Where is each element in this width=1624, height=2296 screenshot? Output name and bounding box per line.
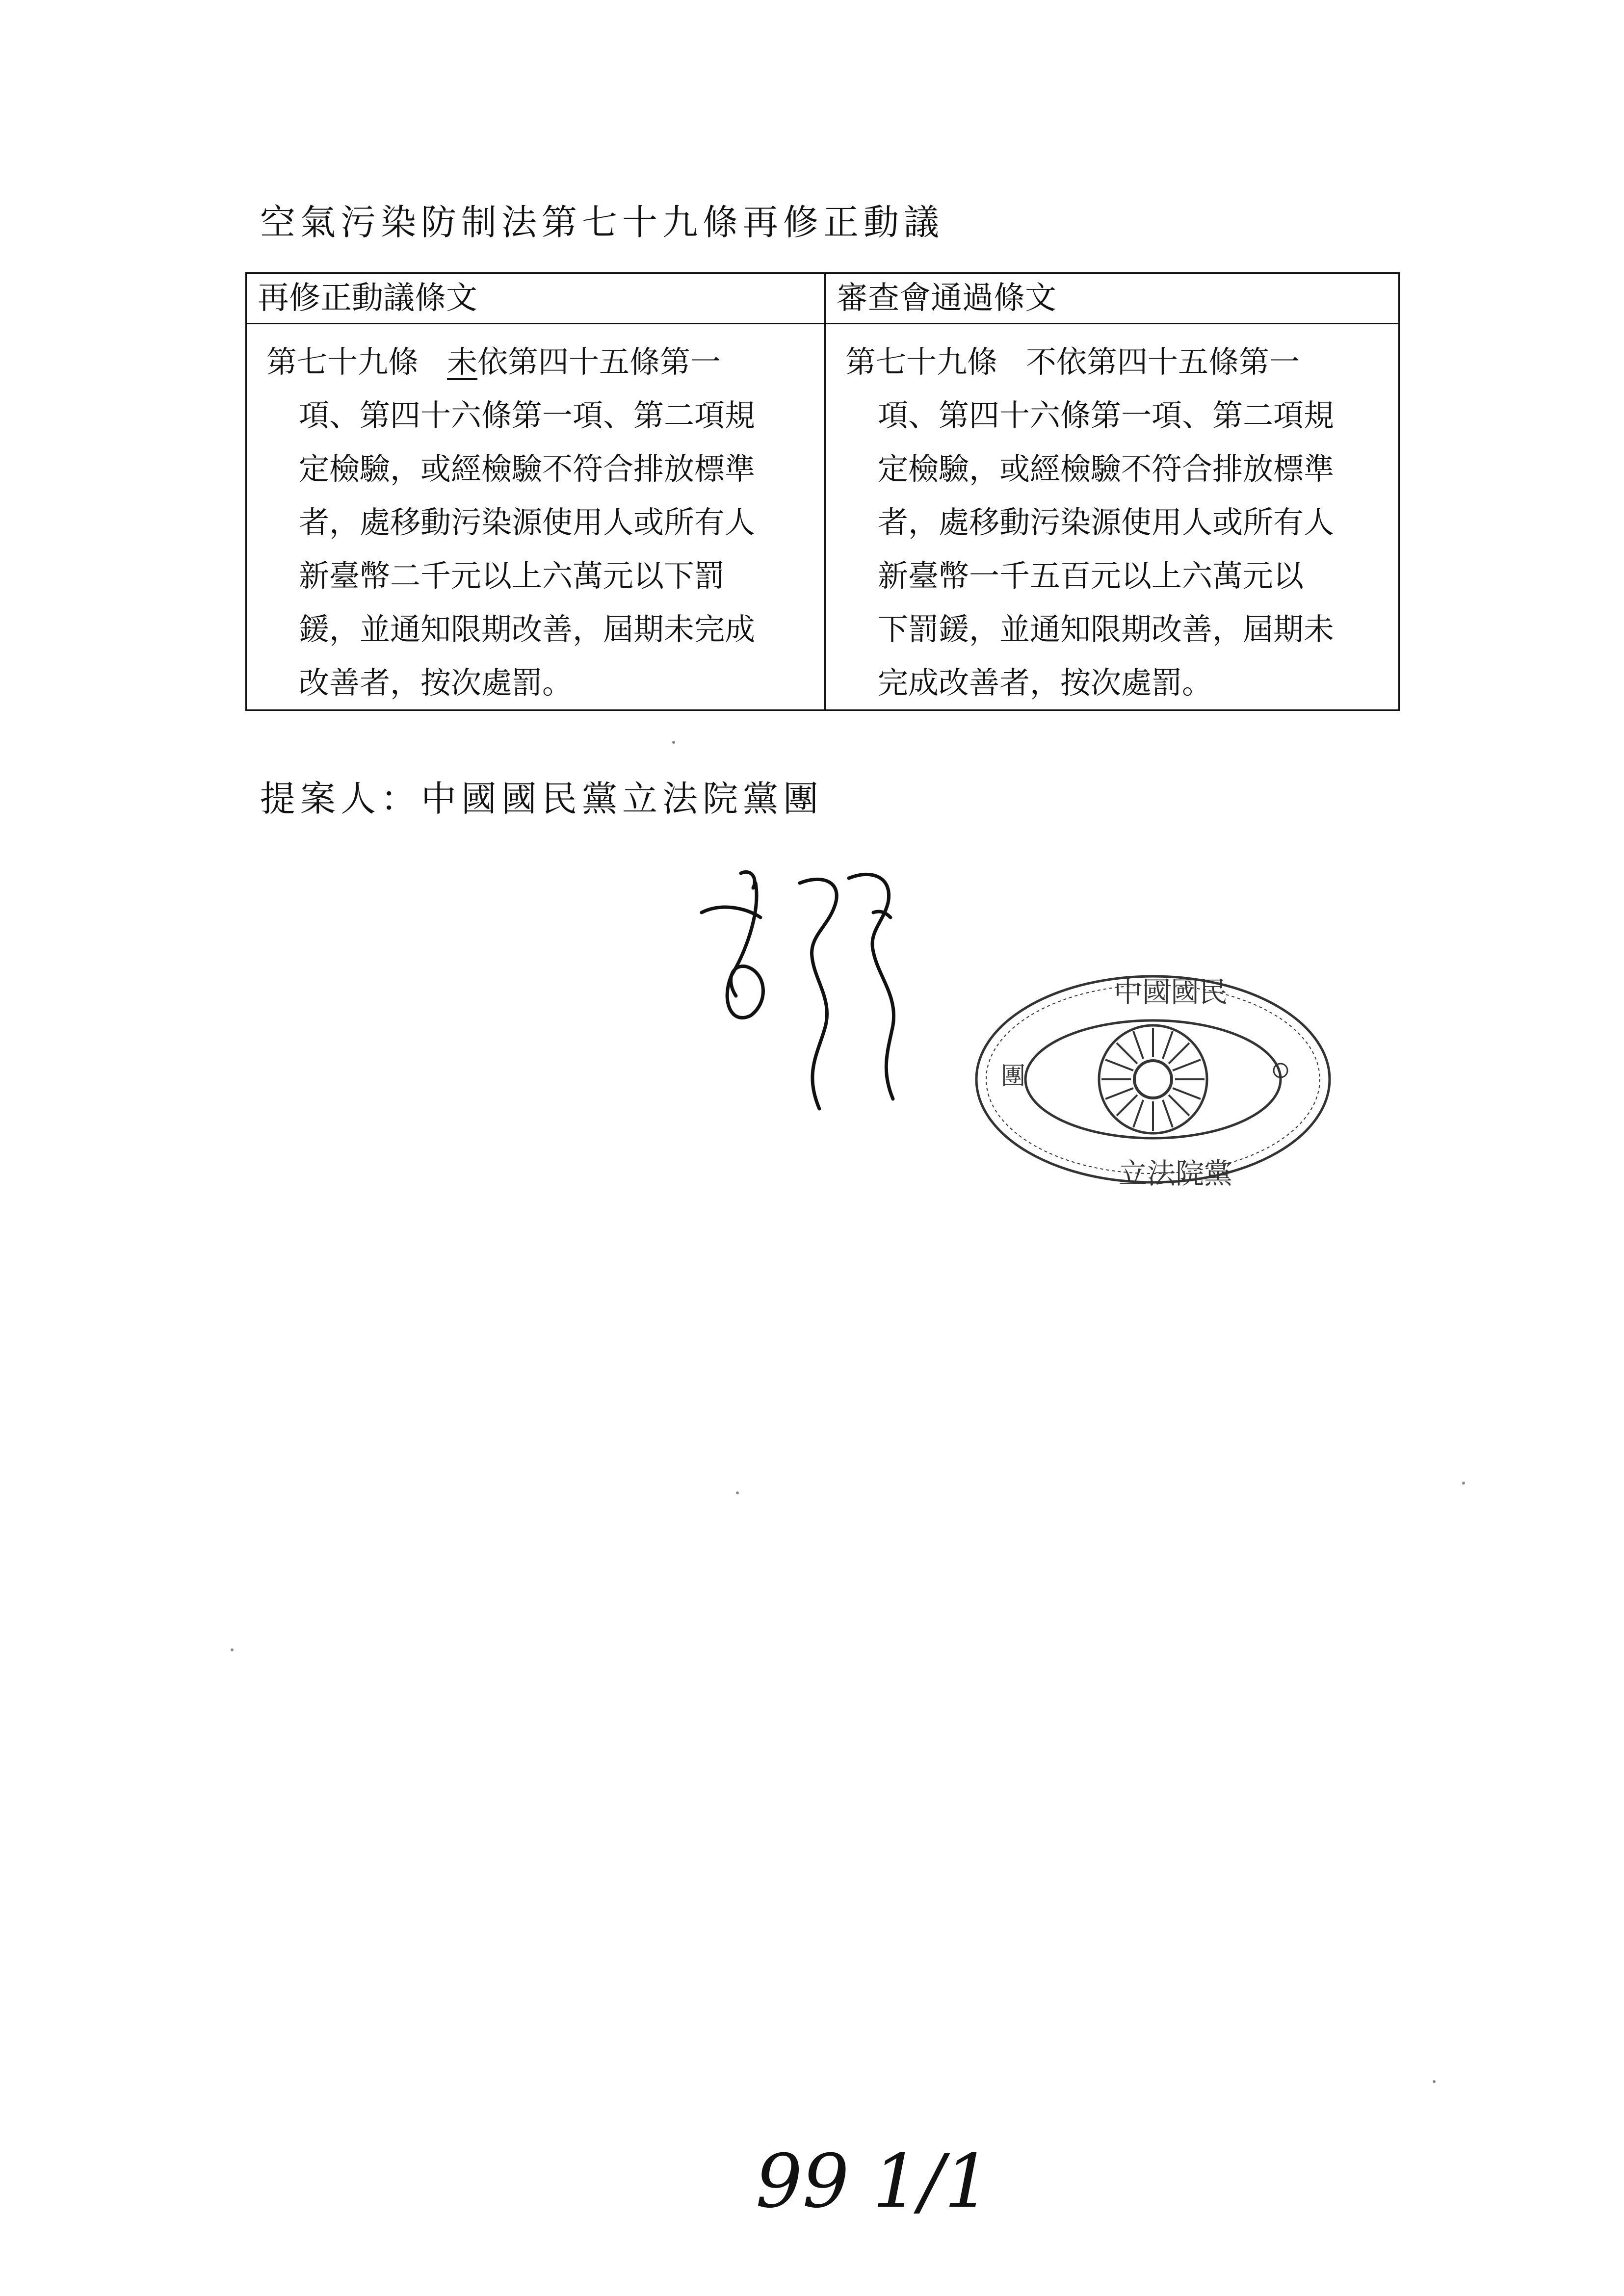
- article-line: 項、第四十六條第一項、第二項規: [878, 397, 1335, 433]
- scan-speck: [1433, 2080, 1436, 2083]
- header-motion-text: 再修正動議條文: [246, 273, 825, 324]
- article-heading: 第七十九條: [845, 344, 998, 380]
- seal-top-text: 中國國民: [1114, 975, 1228, 1009]
- document-title: 空氣污染防制法第七十九條再修正動議: [260, 202, 944, 243]
- header-committee-text: 審查會通過條文: [825, 273, 1399, 324]
- seal-left-text: 團: [1001, 1062, 1025, 1090]
- table-header-row: [246, 273, 1399, 324]
- article-line: [266, 335, 810, 389]
- article-line: 新臺幣一千五百元以上六萬元以: [878, 558, 1304, 594]
- article-line: 新臺幣二千元以上六萬元以下罰: [299, 558, 725, 594]
- article-line: 者，處移動污染源使用人或所有人: [299, 504, 756, 540]
- motion-article-cell: [246, 324, 825, 710]
- article-line: 定檢驗，或經檢驗不符合排放標準: [878, 451, 1335, 487]
- article-line: [845, 335, 1384, 389]
- scan-speck: [231, 1648, 234, 1651]
- handwritten-signature: [687, 854, 942, 1128]
- comparison-table: [245, 272, 1400, 711]
- amended-word: 未: [447, 344, 478, 380]
- official-seal: [967, 962, 1339, 1197]
- article-line: 鍰，並通知限期改善，屆期未完成: [299, 611, 756, 647]
- article-line: 者，處移動污染源使用人或所有人: [878, 504, 1335, 540]
- committee-article-cell: [825, 324, 1399, 710]
- article-line: 下罰鍰，並通知限期改善，屆期未: [878, 611, 1335, 647]
- motion-article: [266, 335, 810, 709]
- committee-article: [845, 335, 1384, 709]
- table-body-row: [246, 324, 1399, 710]
- article-line: 項、第四十六條第一項、第二項規: [299, 397, 756, 433]
- article-line: 改善者，按次處罰。: [299, 665, 573, 701]
- scan-speck: [672, 741, 675, 744]
- page-number: 99 1/1: [756, 2139, 991, 2224]
- article-text: 依第四十五條第一: [477, 344, 721, 380]
- article-heading: 第七十九條: [266, 344, 419, 380]
- proposer-line: 提案人：中國國民黨立法院黨團: [260, 778, 824, 819]
- article-text: 不依第四十五條第一: [1026, 344, 1300, 380]
- scan-speck: [1462, 1482, 1465, 1485]
- article-line: 完成改善者，按次處罰。: [878, 665, 1213, 701]
- scan-speck: [736, 1491, 739, 1494]
- seal-bottom-text: 立法院黨: [1119, 1157, 1233, 1190]
- article-line: 定檢驗，或經檢驗不符合排放標準: [299, 451, 756, 487]
